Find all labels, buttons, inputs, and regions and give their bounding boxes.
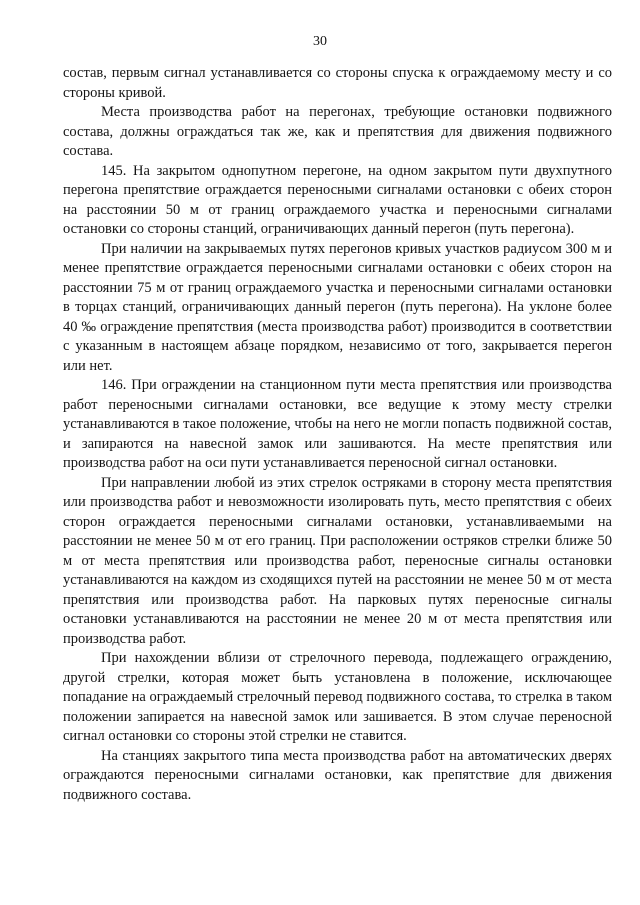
paragraph-146-switch-points: При направлении любой из этих стрелок остряками в сторону места препятствия или производства работ и невозможности изолировать путь, место препятствия с обеих сторон ограждается переносными сигналами остановки, устанавливаемыми на расстоянии не менее 50 м от его границ. При расположении остряков стрелки ближе 50 м от места препятствия или производства работ, переносные сигналы остановки устанавливаются на каждом из сходящихся путей на расстоянии не менее 50 м от места препятствия или производства работ. На парковых путях переносные сигналы остановки устанавливаются на расстоянии не менее 20 м от места препятствия или производства работ. bbox=[63, 474, 612, 647]
paragraph-146: 146. При ограждении на станционном пути места препятствия или производства работ переносными сигналами остановки, все ведущие к этому месту стрелки устанавливаются в такое положение, чтобы на него не могли попасть подвижной состав, и запираются на навесной замок или зашиваются. На месте препятствия или производства работ на оси пути устанавливается переносной сигнал остановки. bbox=[63, 377, 612, 471]
paragraph-146-nearby-switch: При нахождении вблизи от стрелочного перевода, подлежащего ограждению, другой стрелки, которая может быть установлена в положение, исключающее попадание на ограждаемый стрелочный перевод подвижного состава, то стрелка в таком положении запирается на навесной замок или зашивается. В этом случае переносной сигнал остановки со стороны этой стрелки не ставится. bbox=[63, 650, 612, 744]
paragraph-continuation: состав, первым сигнал устанавливается со стороны спуска к ограждаемому месту и со стороны кривой. bbox=[63, 65, 612, 101]
document-body bbox=[63, 64, 612, 805]
paragraph-145-curves: При наличии на закрываемых путях перегонов кривых участков радиусом 300 м и менее препятствие ограждается переносными сигналами остановки с обеих сторон на расстоянии 75 м от границ ограждаемого участка и переносными сигналами остановки в торцах станций, ограничивающих данный перегон (путь перегона). На уклоне более 40 ‰ ограждение препятствия (места производства работ) производится в соответствии с указанным в настоящем абзаце порядком, независимо от того, закрывается перегон или нет. bbox=[63, 240, 612, 374]
paragraph-146-closed-stations: На станциях закрытого типа места производства работ на автоматических дверях ограждаются переносными сигналами остановки, как препятствие для движения подвижного состава. bbox=[63, 747, 612, 803]
page-number: 30 bbox=[313, 34, 327, 49]
paragraph-145: 145. На закрытом однопутном перегоне, на одном закрытом пути двухпутного перегона препятствие ограждается переносными сигналами остановки с обеих сторон на расстоянии 50 м от границ ограждаемого участка и переносными сигналами остановки со стороны станций, ограничивающих данный перегон (путь перегона). bbox=[63, 162, 612, 237]
paragraph-work-sites-on-hauls: Места производства работ на перегонах, требующие остановки подвижного состава, должны ограждаться так же, как и препятствия для движения подвижного состава. bbox=[63, 104, 612, 159]
